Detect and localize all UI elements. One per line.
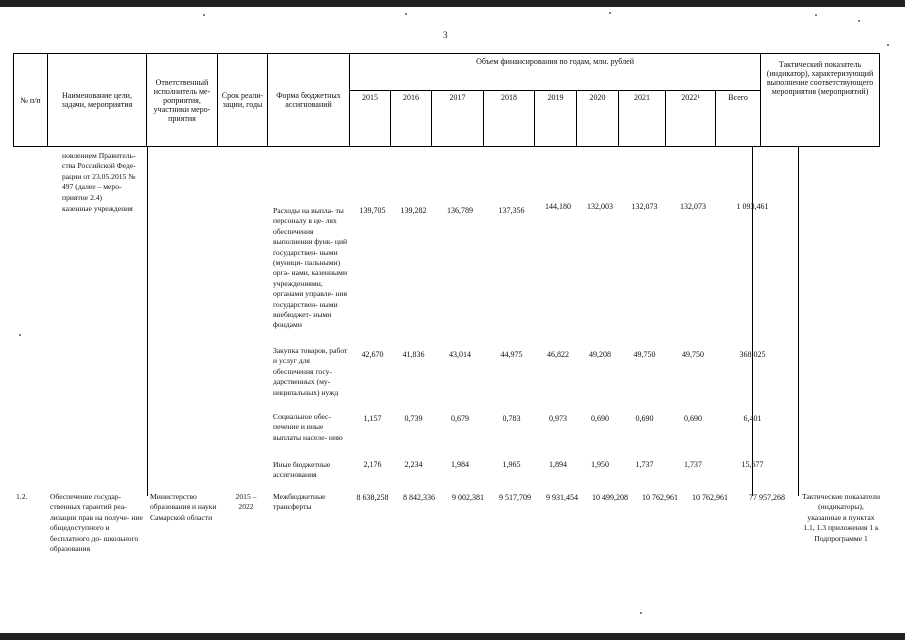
- value-cell: 43,014: [449, 350, 471, 359]
- header-col-form: Форма бюджетных ассигнований: [268, 54, 350, 147]
- value-cell: 49,750: [682, 350, 704, 359]
- executor: Министерство образования и науки Самарской области: [150, 492, 217, 522]
- value-cell: 8 638,258: [356, 493, 389, 502]
- page-number: 3: [443, 30, 448, 40]
- value-cell: 0,783: [502, 414, 521, 423]
- value-cell: 44,975: [500, 350, 523, 359]
- value-cell-total: 6,401: [743, 414, 762, 423]
- value-cell: 1,965: [502, 460, 521, 469]
- scan-speck: [203, 14, 205, 16]
- header-col-executor: Ответственный исполнитель ме- роприятия, участники меро- приятия: [147, 54, 218, 147]
- value-cell: 2,176: [363, 460, 382, 469]
- value-cell: 10 499,208: [592, 493, 628, 502]
- form-label: Межбюджетные трансферты: [273, 492, 326, 512]
- scan-border-bottom: [0, 633, 905, 640]
- value-cell: 0,690: [635, 414, 654, 423]
- scan-speck: [640, 612, 642, 614]
- scan-speck: [19, 334, 21, 336]
- value-cell: 132,003: [587, 202, 613, 211]
- value-cell: 42,670: [361, 350, 384, 359]
- value-cell: 49,208: [589, 350, 611, 359]
- form-label: Социальное обес- печение и иные выплаты населе- нию: [273, 412, 343, 442]
- value-cell: 139,705: [359, 206, 386, 215]
- header-year: 2019: [535, 91, 577, 147]
- value-cell: 8 842,336: [403, 493, 435, 502]
- institutions-label: казенные учреждения: [62, 204, 133, 213]
- column-divider: [147, 146, 148, 496]
- value-cell: 0,690: [591, 414, 609, 423]
- value-cell: 1,737: [684, 460, 702, 469]
- value-cell: 9 517,709: [499, 493, 531, 502]
- value-cell: 0,679: [451, 414, 469, 423]
- value-cell: 9 002,381: [452, 493, 484, 502]
- header-col-name: Наименование цели, задачи, мероприятия: [48, 54, 147, 147]
- scan-speck: [858, 20, 860, 22]
- value-cell: 41,836: [402, 350, 425, 359]
- value-cell: 46,822: [547, 350, 569, 359]
- value-cell-total: 368,025: [739, 350, 766, 359]
- value-cell: 132,073: [631, 202, 658, 211]
- value-cell-total: 77 957,268: [749, 493, 785, 502]
- scan-border-top: [0, 0, 905, 7]
- header-year: 2018: [484, 91, 535, 147]
- scan-speck: [815, 14, 817, 16]
- header-year: 2017: [432, 91, 484, 147]
- value-cell: 10 762,961: [642, 493, 678, 502]
- value-cell: 9 931,454: [546, 493, 578, 502]
- header-col-term: Срок реали- зации, годы: [218, 54, 268, 147]
- value-cell: 10 762,961: [692, 493, 728, 502]
- header-year: 2022¹: [666, 91, 716, 147]
- value-cell: 1,984: [451, 460, 469, 469]
- value-cell-total: 15,677: [741, 460, 764, 469]
- term: 2015 – 2022: [235, 492, 257, 512]
- indicator-text: Тактические показатели (индикаторы), указанные в пунктах 1.1, 1.3 приложения 1 к Подпрограмме 1: [801, 492, 881, 543]
- value-cell-total: 1 093,461: [736, 202, 769, 211]
- column-divider: [752, 146, 753, 496]
- value-cell: 137,356: [498, 206, 525, 215]
- value-cell: 1,157: [363, 414, 382, 423]
- header-year: 2021: [619, 91, 666, 147]
- value-cell: 139,282: [400, 206, 427, 215]
- value-cell: 132,073: [680, 202, 706, 211]
- value-cell: 144,180: [545, 202, 571, 211]
- value-cell: 1,894: [549, 460, 567, 469]
- form-label: Закупка товаров, работ и услуг для обеспечения госу- дарственных (му- ниципальных) нужд: [273, 346, 348, 397]
- value-cell: 0,739: [404, 414, 423, 423]
- column-divider: [798, 146, 799, 496]
- scan-speck: [609, 12, 611, 14]
- activity-name: Обеспечение государ- ственных гарантий реа- лизации прав на получе- ние общедоступного и бесплатного до- школьного образования: [50, 492, 143, 554]
- value-cell: 1,950: [591, 460, 609, 469]
- value-cell: 1,737: [635, 460, 654, 469]
- form-label: Расходы на выпла- ты персоналу в це- лях обеспечения выполнения функ- ций государствен- ными (муници- пальными) орга- нами, казенными учреждениями, органами управле- ния государствен- ными внебюджет- ными фондами: [273, 206, 348, 330]
- form-label: Иные бюджетные ассигнования: [273, 460, 331, 480]
- scan-speck: [887, 44, 889, 46]
- value-cell: 49,750: [633, 350, 656, 359]
- header-year-total: Всего: [716, 91, 761, 147]
- header-col-financing: Объем финансирования по годам, млн. рублей: [350, 54, 761, 91]
- header-table: [13, 53, 880, 147]
- value-cell: 0,973: [549, 414, 567, 423]
- header-col-no: № п/п: [14, 54, 48, 147]
- value-cell: 136,789: [447, 206, 473, 215]
- scan-speck: [405, 13, 407, 15]
- header-year: 2016: [391, 91, 432, 147]
- value-cell: 0,690: [684, 414, 702, 423]
- value-cell: 2,234: [404, 460, 423, 469]
- row-number: 1.2.: [16, 492, 28, 501]
- header-col-indicator: Тактический показатель (индикатор), характеризующий выполнение соответствующего мероприятия (мероприятий): [761, 54, 880, 147]
- header-year: 2015: [350, 91, 391, 147]
- header-year: 2020: [577, 91, 619, 147]
- continuation-text: новлением Правитель- ства Российской Феде- рации от 23.05.2015 № 497 (далее – меро- приятие 2.4): [62, 151, 136, 202]
